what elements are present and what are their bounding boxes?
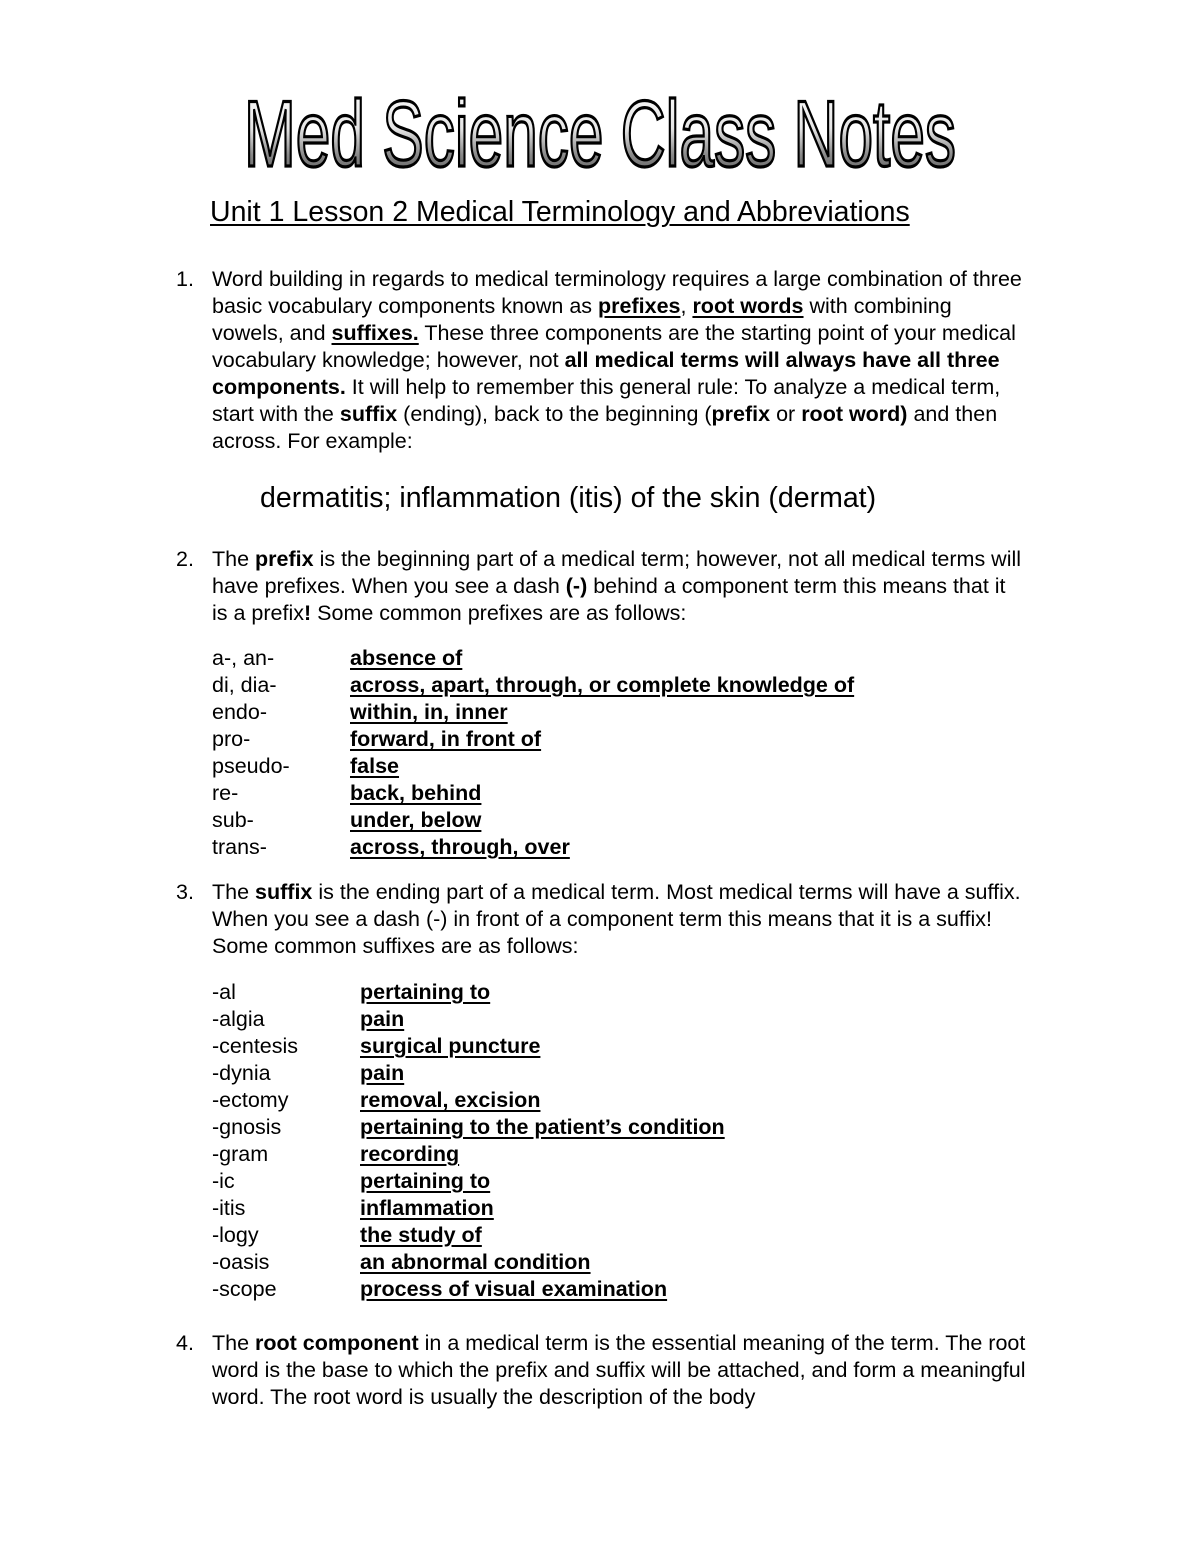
prefix-term: pro- (212, 727, 251, 751)
s1-root-word-term: root word) (801, 402, 908, 426)
s1-root-words-term: root words (692, 294, 804, 318)
s1-text-f: (ending), back to the beginning ( (397, 402, 712, 426)
s2-text-a: The (212, 547, 256, 571)
prefix-term: pseudo- (212, 754, 290, 778)
section-3 (176, 879, 1027, 960)
suffix-term: -gram (212, 1142, 269, 1166)
s1-text-a: Word building in regards to medical terminology requires a large combination of three basic vocabulary components known as (212, 267, 1022, 318)
s2-text-b: is the beginning part of a medical term; however, not all medical terms will have prefixes. When you see a dash (212, 547, 1022, 598)
prefix-definition: within, in, inner (350, 700, 508, 724)
s1-prefixes-term: prefixes (598, 294, 681, 318)
prefix-term: sub- (212, 808, 254, 832)
s2-exclamation: ! (304, 601, 312, 625)
section-2 (176, 546, 1027, 627)
suffix-term: -al (212, 980, 236, 1004)
section-4-text (212, 1330, 1027, 1411)
suffix-definition: surgical puncture (360, 1034, 541, 1058)
title-banner-text: Med Science Class Notes (244, 82, 956, 182)
suffix-definition: removal, excision (360, 1088, 541, 1112)
prefix-definition: forward, in front of (350, 727, 542, 751)
suffix-term: -ic (212, 1169, 235, 1193)
s2-text-c: behind a component term this means that it is a prefix (212, 574, 1006, 625)
section-1 (176, 266, 1027, 455)
prefix-term: endo- (212, 700, 267, 724)
s1-text-g: or (770, 402, 802, 426)
suffix-definition: process of visual examination (360, 1277, 668, 1301)
prefix-definition: absence of (350, 646, 463, 670)
suffix-term: -logy (212, 1223, 259, 1247)
prefix-term: di, dia- (212, 673, 277, 697)
example-term: dermatitis; inflammation (itis) of the skin (dermat) (260, 482, 877, 514)
title-banner-art (240, 82, 960, 182)
suffix-term: -dynia (212, 1061, 271, 1085)
s2-dash-term: (-) (565, 574, 588, 598)
suffix-term: -itis (212, 1196, 246, 1220)
s1-suffixes-term: suffixes. (331, 321, 419, 345)
suffix-term: -algia (212, 1007, 265, 1031)
prefix-definition: across, apart, through, or complete knowledge of (350, 673, 855, 697)
suffix-definition: the study of (360, 1223, 482, 1247)
prefix-definition: back, behind (350, 781, 482, 805)
suffix-definition: pain (360, 1061, 405, 1085)
suffix-term: -oasis (212, 1250, 270, 1274)
suffix-term: -gnosis (212, 1115, 282, 1139)
s2-text-d: Some common prefixes are as follows: (311, 601, 687, 625)
prefix-term: a-, an- (212, 646, 275, 670)
lesson-subtitle: Unit 1 Lesson 2 Medical Terminology and Abbreviations (210, 196, 910, 228)
suffix-term: -scope (212, 1277, 277, 1301)
section-4 (176, 1330, 1027, 1411)
s1-text-b: , (680, 294, 693, 318)
section-2-number: 2. (176, 547, 194, 571)
s1-suffix-term: suffix (339, 402, 398, 426)
title-banner (240, 82, 960, 182)
s3-text-b: is the ending part of a medical term. Most medical terms will have a suffix. When you see a dash (-) in front of a component term this means that it is a suffix! Some common suffixes are as follows: (212, 880, 1021, 958)
s3-suffix-term: suffix (255, 880, 313, 904)
section-1-text (212, 266, 1027, 455)
section-1-number: 1. (176, 267, 194, 291)
s1-text-d: These three components are the starting point of your medical vocabulary knowledge; however, not (212, 321, 1016, 372)
suffix-term: -ectomy (212, 1088, 289, 1112)
s4-root-component-term: root component (255, 1331, 419, 1355)
suffix-definition: pertaining to (360, 1169, 491, 1193)
section-2-text (212, 546, 1027, 627)
suffix-definition: pain (360, 1007, 405, 1031)
s1-emphasis: all medical terms will always have all three components. (212, 348, 1000, 399)
prefix-term: trans- (212, 835, 267, 859)
s1-text-h: and then across. For example: (212, 402, 998, 453)
s1-prefix-term: prefix (711, 402, 771, 426)
suffix-definition: recording (360, 1142, 460, 1166)
s4-text-a: The (212, 1331, 256, 1355)
s1-text-e: It will help to remember this general rule: To analyze a medical term, start with the (212, 375, 1001, 426)
prefix-definition: across, through, over (350, 835, 570, 859)
s2-prefix-term: prefix (255, 547, 314, 571)
suffix-definition: an abnormal condition (360, 1250, 591, 1274)
suffix-definition: pertaining to (360, 980, 491, 1004)
s1-text-c: with combining vowels, and (212, 294, 952, 345)
section-4-number: 4. (176, 1331, 194, 1355)
section-3-text (212, 879, 1027, 960)
prefix-definition: under, below (350, 808, 482, 832)
prefix-definition: false (350, 754, 400, 778)
suffix-definition: inflammation (360, 1196, 494, 1220)
s4-text-b: in a medical term is the essential meaning of the term. The root word is the base to which the prefix and suffix will be attached, and form a meaningful word. The root word is usually the description of the body (212, 1331, 1026, 1409)
section-3-number: 3. (176, 880, 194, 904)
suffix-term: -centesis (212, 1034, 299, 1058)
s3-text-a: The (212, 880, 256, 904)
prefix-term: re- (212, 781, 239, 805)
suffix-definition: pertaining to the patient’s condition (360, 1115, 725, 1139)
